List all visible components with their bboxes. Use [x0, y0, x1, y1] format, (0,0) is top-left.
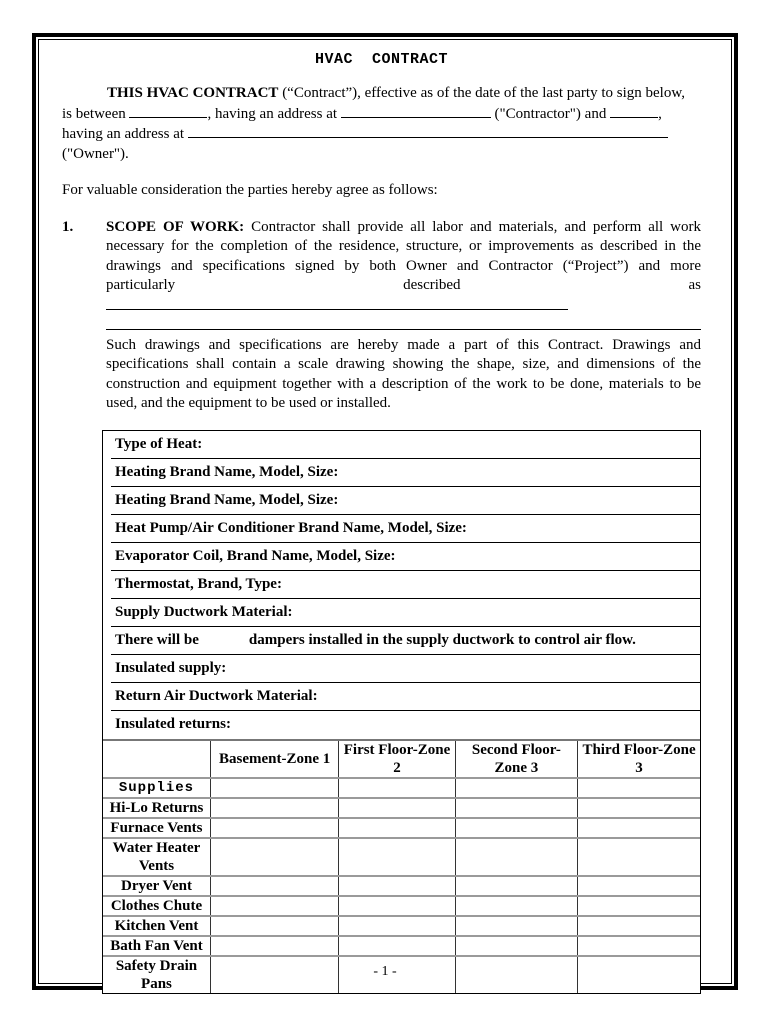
spec-row-insulated-returns [111, 711, 700, 739]
spec-row-label: Insulated returns: [115, 715, 231, 732]
zone-cell[interactable] [210, 916, 338, 936]
scope-item-number: 1. [62, 218, 74, 235]
page-sheet [32, 33, 738, 990]
spec-row-evaporator-coil [111, 543, 700, 571]
table-row [103, 896, 700, 916]
zone-cell[interactable] [578, 838, 700, 876]
intro-text: ("Contractor") and [490, 105, 611, 122]
spec-table [102, 430, 701, 994]
zone-cell[interactable] [210, 778, 338, 798]
intro-lead: THIS HVAC CONTRACT [107, 85, 279, 101]
intro-text: , having an address at [207, 105, 341, 122]
zone-cell[interactable] [210, 876, 338, 896]
dampers-prefix: There will be [115, 631, 199, 648]
zone-cell[interactable] [455, 916, 577, 936]
table-row [103, 818, 700, 838]
spec-row-dampers [111, 627, 700, 655]
zone-cell[interactable] [455, 838, 577, 876]
zone-row-label: Dryer Vent [103, 876, 210, 896]
scope-body: Contractor shall provide all labor and materials, and perform all work necessary for the completion of the residence, structure, or improvements as described in the drawings and specifications signed by both Owner and Contractor (“Project”) and more particularly described as [106, 218, 701, 293]
table-row [103, 916, 700, 936]
intro-text: ("Owner"). [62, 145, 129, 162]
intro-line-4 [62, 145, 701, 165]
zone-header-first-floor: First Floor-Zone 2 [339, 740, 455, 778]
zone-table [103, 739, 700, 993]
contractor-name-blank[interactable] [129, 104, 207, 118]
zone-row-label: Supplies [103, 778, 210, 798]
table-row [103, 778, 700, 798]
spec-row-type-of-heat [111, 431, 700, 459]
zone-row-label: Bath Fan Vent [103, 936, 210, 956]
spec-row-thermostat [111, 571, 700, 599]
zone-header-row [103, 740, 700, 778]
spec-row-label: Thermostat, Brand, Type: [115, 575, 282, 592]
owner-name-blank[interactable] [610, 104, 658, 118]
project-description-blank-line2[interactable] [106, 329, 701, 330]
spec-row-label: Insulated supply: [115, 659, 227, 676]
intro-text: is between [62, 105, 130, 122]
zone-cell[interactable] [339, 936, 455, 956]
zone-cell[interactable] [578, 916, 700, 936]
drawings-paragraph: Such drawings and specifications are hereby made a part of this Contract. Drawings and specifications shall contain a scale drawing showing the shape, size, and dimensions of the construction and equipment together with a description of the work to be done, materials to be used, and the equipment to be used or installed. [106, 336, 701, 411]
intro-line-3 [62, 124, 701, 145]
owner-address-blank[interactable] [188, 124, 668, 138]
description-overflow-line [106, 316, 701, 336]
zone-cell[interactable] [455, 876, 577, 896]
dampers-count-blank[interactable] [199, 634, 249, 644]
spec-row-label: Return Air Ductwork Material: [115, 687, 318, 704]
project-description-blank[interactable] [106, 296, 568, 310]
zone-row-label: Kitchen Vent [103, 916, 210, 936]
document-title: HVAC CONTRACT [314, 51, 449, 68]
spec-row-return-air [111, 683, 700, 711]
contractor-address-blank[interactable] [341, 104, 491, 118]
zone-cell[interactable] [339, 838, 455, 876]
zone-cell[interactable] [339, 876, 455, 896]
page-number: - 1 - [373, 964, 397, 979]
spec-row-label: Heat Pump/Air Conditioner Brand Name, Model, Size: [115, 519, 467, 536]
spec-row-heat-pump [111, 515, 700, 543]
zone-cell[interactable] [339, 778, 455, 798]
intro-line1-text: (“Contract”), effective as of the date of the last party to sign below, [278, 85, 685, 101]
zone-header-third-floor: Third Floor-Zone 3 [578, 740, 700, 778]
zone-cell[interactable] [339, 818, 455, 838]
zone-header-basement: Basement-Zone 1 [210, 740, 338, 778]
scope-of-work-item [62, 218, 701, 317]
zone-cell[interactable] [455, 818, 577, 838]
zone-header-empty [103, 740, 210, 778]
spec-row-supply-ductwork [111, 599, 700, 627]
zone-cell[interactable] [210, 818, 338, 838]
table-row [103, 798, 700, 818]
zone-cell[interactable] [339, 798, 455, 818]
scope-heading: SCOPE OF WORK: [106, 218, 245, 235]
table-row [103, 936, 700, 956]
zone-row-label: Safety Drain Pans [103, 956, 210, 993]
zone-cell[interactable] [210, 798, 338, 818]
zone-cell[interactable] [578, 778, 700, 798]
scope-item-text [106, 218, 701, 317]
zone-header-second-floor: Second Floor-Zone 3 [455, 740, 577, 778]
zone-cell[interactable] [578, 818, 700, 838]
zone-cell[interactable] [339, 896, 455, 916]
table-row [103, 838, 700, 876]
intro-line-2 [62, 104, 701, 125]
spec-row-label: Supply Ductwork Material: [115, 603, 293, 620]
spec-row-label: Heating Brand Name, Model, Size: [115, 491, 339, 508]
intro-text: , [658, 105, 662, 122]
table-row [103, 876, 700, 896]
zone-cell[interactable] [578, 876, 700, 896]
dampers-suffix: dampers installed in the supply ductwork to control air flow. [248, 631, 636, 648]
zone-cell[interactable] [210, 896, 338, 916]
intro-line-1 [62, 84, 701, 104]
spec-row-heating-brand-1 [111, 459, 700, 487]
page-inner-border [38, 39, 732, 992]
spec-row-label: Heating Brand Name, Model, Size: [115, 463, 339, 480]
zone-cell[interactable] [455, 896, 577, 916]
spec-row-insulated-supply [111, 655, 700, 683]
zone-row-label: Hi-Lo Returns [103, 798, 210, 818]
intro-paragraph [62, 84, 701, 164]
zone-cell[interactable] [578, 798, 700, 818]
zone-cell[interactable] [210, 936, 338, 956]
zone-cell[interactable] [455, 798, 577, 818]
spec-row-label: Evaporator Coil, Brand Name, Model, Size: [115, 547, 396, 564]
zone-cell[interactable] [455, 936, 577, 956]
spec-row-label: Type of Heat: [115, 435, 203, 452]
intro-text: having an address at [62, 126, 188, 142]
zone-cell[interactable] [578, 936, 700, 956]
zone-row-label: Furnace Vents [103, 818, 210, 838]
zone-cell[interactable] [455, 778, 577, 798]
spec-row-heating-brand-2 [111, 487, 700, 515]
zone-row-label: Clothes Chute [103, 896, 210, 916]
zone-cell[interactable] [578, 896, 700, 916]
zone-cell[interactable] [210, 838, 338, 876]
zone-row-label: Water Heater Vents [103, 838, 210, 876]
zone-cell[interactable] [339, 916, 455, 936]
consideration-text: For valuable consideration the parties hereby agree as follows: [62, 182, 438, 198]
